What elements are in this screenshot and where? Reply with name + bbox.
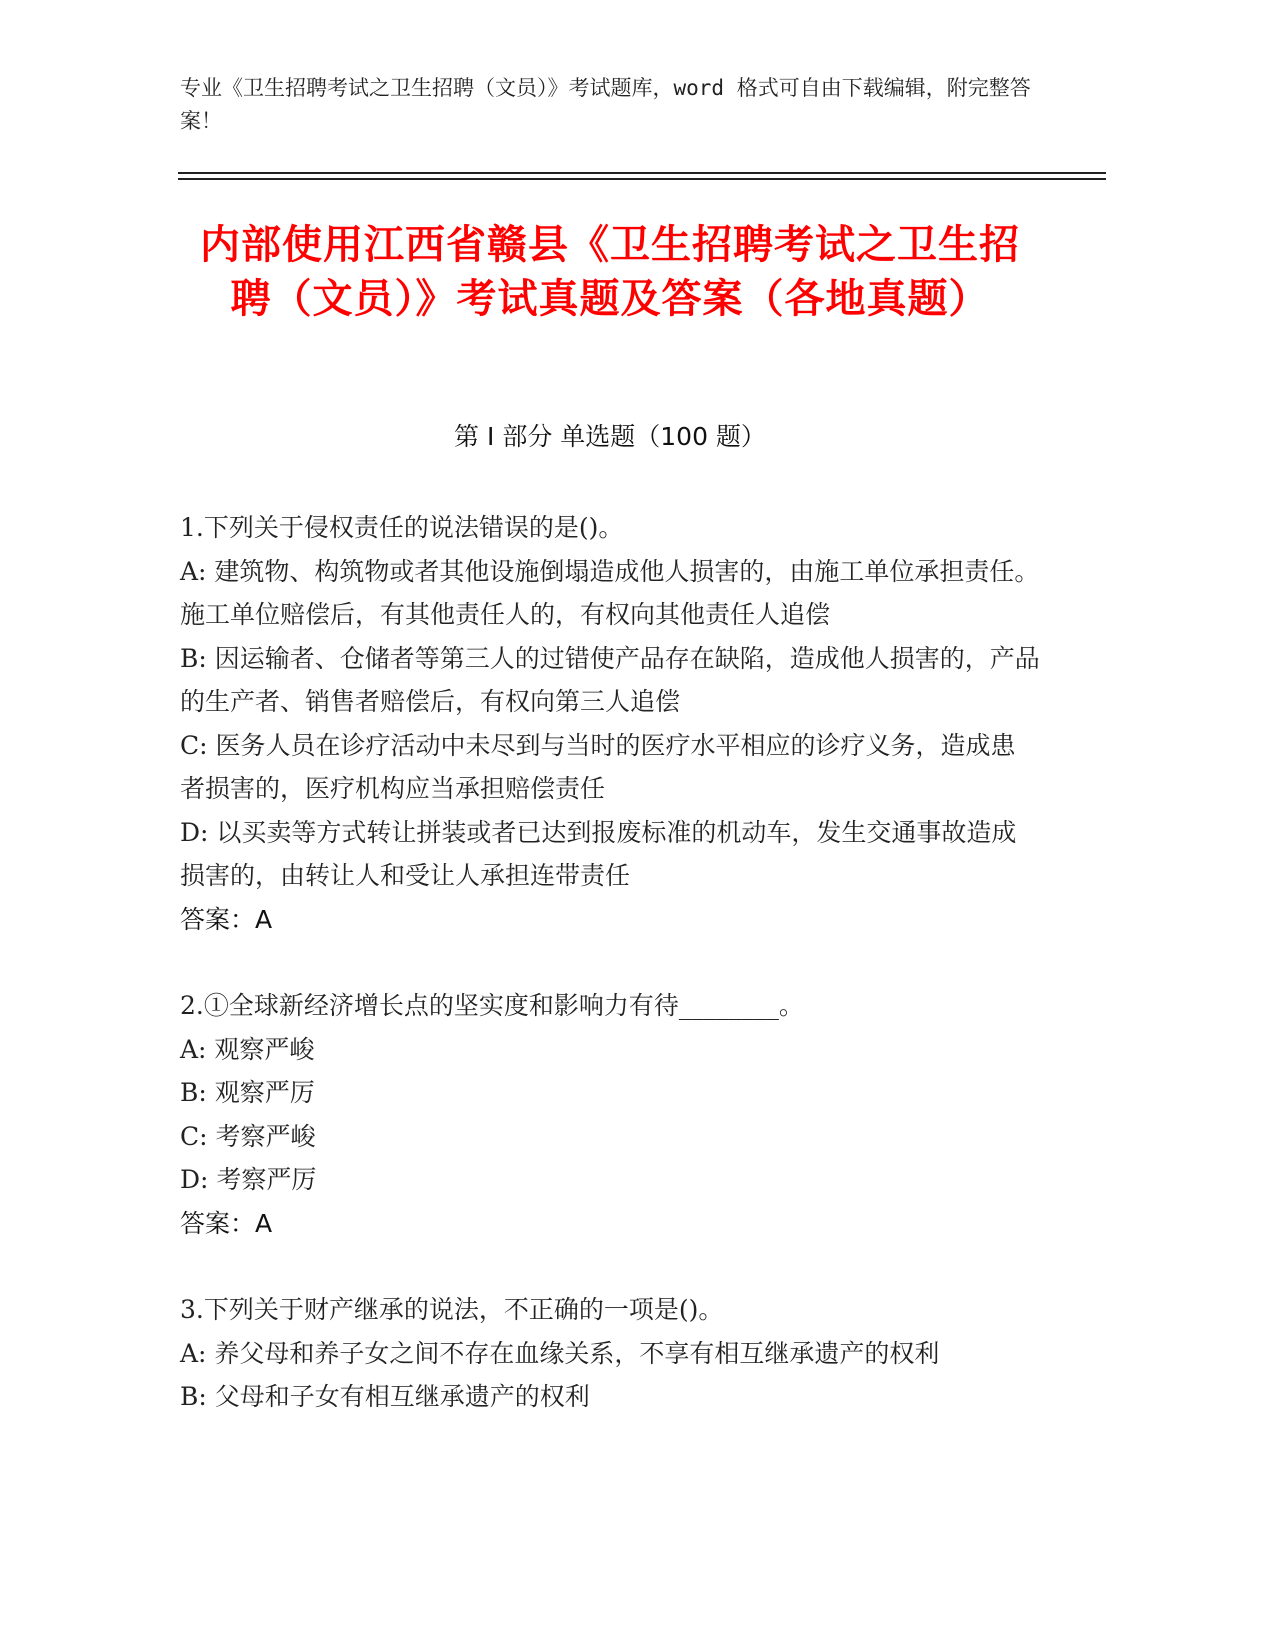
option-b: B: 因运输者、仓储者等第三人的过错使产品存在缺陷，造成他人损害的，产品的生产者、销售者赔偿后，有权向第三人追偿 [180,643,1040,716]
answer-line: 答案：A [180,904,273,934]
header-note: 专业《卫生招聘考试之卫生招聘（文员）》考试题库，word 格式可自由下载编辑，附完整答案！ [180,76,1031,133]
section-title: 第 I 部分 单选题（100 题） [454,422,766,451]
header-divider-bottom [178,178,1106,180]
question-item [180,1288,1040,1419]
question-stem: 1.下列关于侵权责任的说法错误的是()。 [180,513,624,542]
answer-line: 答案：A [180,1208,273,1238]
option-d: D: 以买卖等方式转让拼装或者已达到报废标准的机动车，发生交通事故造成损害的，由转让人和受让人承担连带责任 [180,817,1017,890]
question-list [180,506,1040,1462]
option-a: A: 观察严峻 [180,1034,315,1064]
option-b: B: 父母和子女有相互继承遗产的权利 [180,1382,590,1411]
header-divider-top [178,172,1106,174]
option-b: B: 观察严厉 [180,1078,315,1107]
page-title: 内部使用江西省赣县《卫生招聘考试之卫生招聘（文员）》考试真题及答案（各地真题） [200,222,1020,322]
option-c: C: 考察严峻 [180,1121,316,1151]
option-a: A: 建筑物、构筑物或者其他设施倒塌造成他人损害的，由施工单位承担责任。施工单位赔偿后，有其他责任人的，有权向其他责任人追偿 [180,556,1040,629]
question-item [180,984,1040,1245]
question-item [180,506,1040,941]
question-stem: 2.①全球新经济增长点的坚实度和影响力有待________。 [180,991,804,1020]
option-d: D: 考察严厉 [180,1165,317,1194]
question-stem: 3.下列关于财产继承的说法，不正确的一项是()。 [180,1295,724,1324]
option-c: C: 医务人员在诊疗活动中未尽到与当时的医疗水平相应的诊疗义务，造成患者损害的，医疗机构应当承担赔偿责任 [180,730,1016,803]
option-a: A: 养父母和养子女之间不存在血缘关系，不享有相互继承遗产的权利 [180,1338,940,1368]
